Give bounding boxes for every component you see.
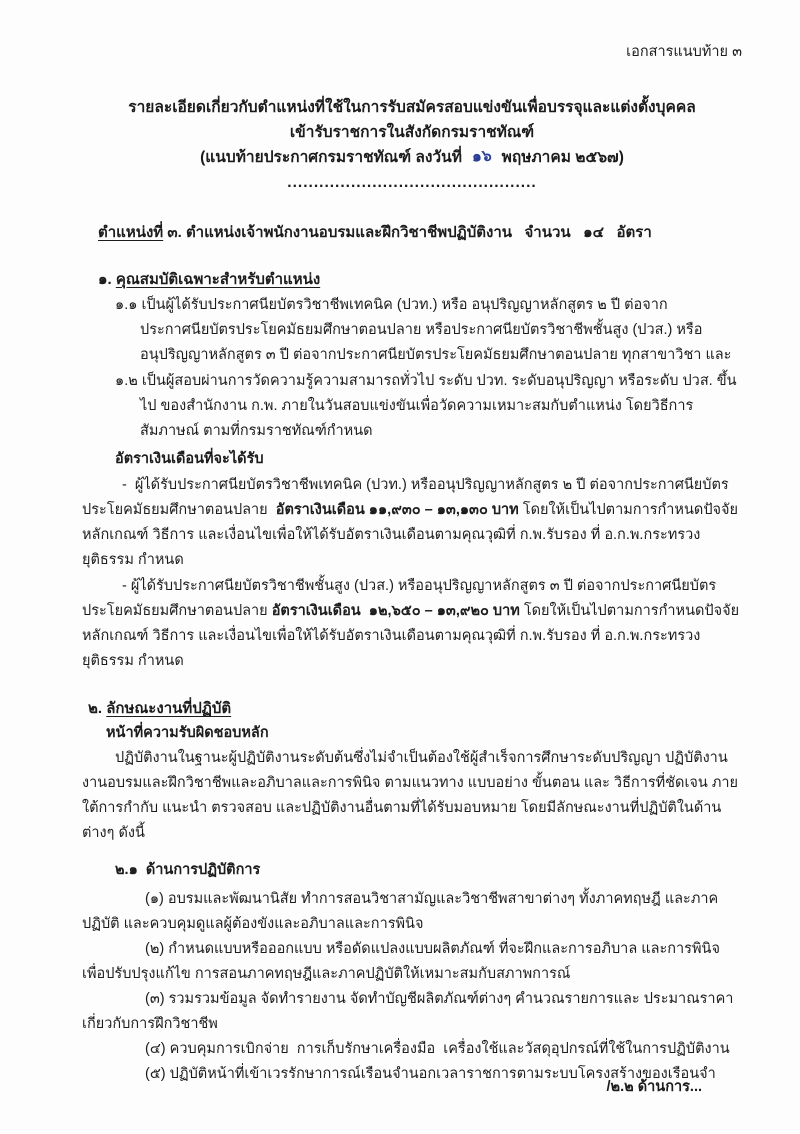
salary-paragraph-pvs — [82, 574, 742, 674]
responsibility-intro-paragraph: ปฏิบัติงานในฐานะผู้ปฏิบัติงานระดับต้นซึ่งไม่จำเป็นต้องใช้ผู้สำเร็จการศึกษาระดับปริญญา ปฏิบัติงานงานอบรมและฝึกวิชาชีพและอภิบาลและการพินิจ ตามแนวทาง แบบอย่าง ขั้นตอน และ วิธีการที่ชัดเจน ภายใต้การกำกับ แนะนำ ตรวจสอบ และปฏิบัติงานอื่นตามที่ได้รับมอบหมาย โดยมีลักษณะงานที่ปฏิบัติในด้านต่างๆ ดังนี้ — [82, 750, 739, 841]
qualification-item-1-2: ๑.๒ เป็นผู้สอบผ่านการวัดความรู้ความสามารถทั่วไป ระดับ ปวท. ระดับอนุปริญญา หรือระดับ ปวส. ขึ้นไป ของสำนักงาน ก.พ. ภายในวันสอบแข่งขันเพื่อวัดความเหมาะสมกับตำแหน่ง โดยวิธีการสัมภาษณ์ ตามที่กรมราชทัณฑ์กำหนด — [115, 373, 737, 439]
salary-pvs-text-post: โดยให้เป็นไปตามการกำหนดปัจจัย หลักเกณฑ์ วิธีการ และเงื่อนไขเพื่อให้ได้รับอัตราเงินเดือนตามคุณวุฒิที่ ก.พ.รับรอง ที่ อ.ก.พ.กระทรวงยุติธรรม กำหนด — [82, 603, 744, 669]
document-title-block — [82, 95, 742, 192]
salary-paragraph-pvt — [82, 473, 742, 573]
salary-pvs-text-pre: - ผู้ได้รับประกาศนียบัตรวิชาชีพชั้นสูง (ปวส.) หรืออนุปริญญาหลักสูตร ๓ ปี ต่อจากประกาศนียบัตรประโยคมัธยมศึกษาตอนปลาย — [82, 578, 717, 619]
document-subtitle-line — [82, 145, 742, 170]
salary-pvs-amount: อัตราเงินเดือน ๑๒,๖๕๐ – ๑๓,๙๒๐ บาท — [271, 603, 520, 619]
section-2-number: ๒. — [88, 700, 107, 717]
salary-pvt-text-pre: - ผู้ได้รับประกาศนียบัตรวิชาชีพเทคนิค (ปวท.) หรืออนุปริญญาหลักสูตร ๒ ปี ต่อจากประกาศนียบัตรประโยคมัธยมศึกษาตอนปลาย — [82, 477, 729, 518]
subtitle-prefix: (แนบท้ายประกาศกรมราชทัณฑ์ ลงวันที่ — [200, 149, 462, 166]
qualification-item-1-1: ๑.๑ เป็นผู้ได้รับประกาศนียบัตรวิชาชีพเทคนิค (ปวท.) หรือ อนุปริญญาหลักสูตร ๒ ปี ต่อจากประกาศนียบัตรประโยคมัธยมศึกษาตอนปลาย หรือประกาศนียบัตรวิชาชีพชั้นสูง (ปวส.) หรืออนุปริญญาหลักสูตร ๓ ปี ต่อจากประกาศนียบัตรประโยคมัธยมศึกษาตอนปลาย ทุกสาขาวิชา และ — [115, 297, 732, 363]
section-1-title: คุณสมบัติเฉพาะสำหรับตำแหน่ง — [115, 271, 321, 288]
handwritten-date: ๑๖ — [471, 147, 492, 166]
position-heading-underlined: ตำแหน่งที่ — [98, 224, 164, 241]
document-title-line-1: รายละเอียดเกี่ยวกับตำแหน่งที่ใช้ในการรับสมัครสอบแข่งขันเพื่อบรรจุและแต่งตั้งบุคคล — [128, 99, 696, 116]
document-title-line-2: เข้ารับราชการในสังกัดกรมราชทัณฑ์ — [289, 124, 535, 141]
duty-item-1: (๑) อบรมและพัฒนานิสัย ทำการสอนวิชาสามัญและวิชาชีพสาขาต่างๆ ทั้งภาคทฤษฎี และภาคปฏิบัติ และควบคุมดูแลผู้ต้องขังและอภิบาลและการพินิจ — [82, 891, 719, 932]
section-2-heading — [88, 696, 742, 721]
subsection-2-1-heading: ๒.๑ ด้านการปฏิบัติการ — [115, 862, 261, 878]
position-heading-rest: ๓. ตำแหน่งเจ้าพนักงานอบรมและฝึกวิชาชีพปฏิบัติงาน จำนวน ๑๔ อัตรา — [163, 224, 652, 241]
subtitle-suffix: พฤษภาคม ๒๕๖๗) — [501, 149, 624, 166]
section-1-heading — [98, 267, 742, 292]
duty-item-2: (๒) กำหนดแบบหรือออกแบบ หรือดัดแปลงแบบผลิตภัณฑ์ ที่จะฝึกและการอภิบาล และการพินิจ เพื่อปรับปรุงแก้ไข การสอนภาคทฤษฎีและภาคปฏิบัติให้เหมาะสมกับสภาพการณ์ — [82, 941, 724, 982]
salary-heading: อัตราเงินเดือนที่จะได้รับ — [115, 451, 264, 467]
duty-item-3: (๓) รวมรวมข้อมูล จัดทำรายงาน จัดทำบัญชีผลิตภัณฑ์ต่างๆ คำนวณรายการและ ประมาณราคา เกี่ยวกับการฝึกวิชาชีพ — [82, 991, 738, 1032]
duty-item-5: (๕) ปฏิบัติหน้าที่เข้าเวรรักษาการณ์เรือนจำนอกเวลาราชการตามระบบโครงสร้างของเรือนจำ — [145, 1066, 716, 1082]
responsibility-heading: หน้าที่ความรับผิดชอบหลัก — [106, 725, 269, 741]
position-heading — [98, 220, 742, 245]
salary-pvt-text-post: โดยให้เป็นไปตามการกำหนดปัจจัย หลักเกณฑ์ วิธีการ และเงื่อนไขเพื่อให้ได้รับอัตราเงินเดือนตามคุณวุฒิที่ ก.พ.รับรอง ที่ อ.ก.พ.กระทรวงยุติธรรม กำหนด — [82, 502, 743, 568]
page-continuation-note: /๒.๒ ด้านการ... — [606, 1079, 702, 1095]
duty-item-4: (๔) ควบคุมการเบิกจ่าย การเก็บรักษาเครื่องมือ เครื่องใช้และวัสดุอุปกรณ์ที่ใช้ในการปฏิบัติงาน — [145, 1041, 730, 1057]
section-1-number: ๑. — [98, 271, 116, 288]
section-2-title: ลักษณะงานที่ปฏิบัติ — [106, 700, 232, 717]
attachment-corner-label: เอกสารแนบท้าย ๓ — [626, 44, 742, 60]
salary-pvt-amount: อัตราเงินเดือน ๑๑,๙๓๐ – ๑๓,๑๓๐ บาท — [275, 502, 519, 518]
dotted-divider: ............................................... — [287, 174, 537, 191]
